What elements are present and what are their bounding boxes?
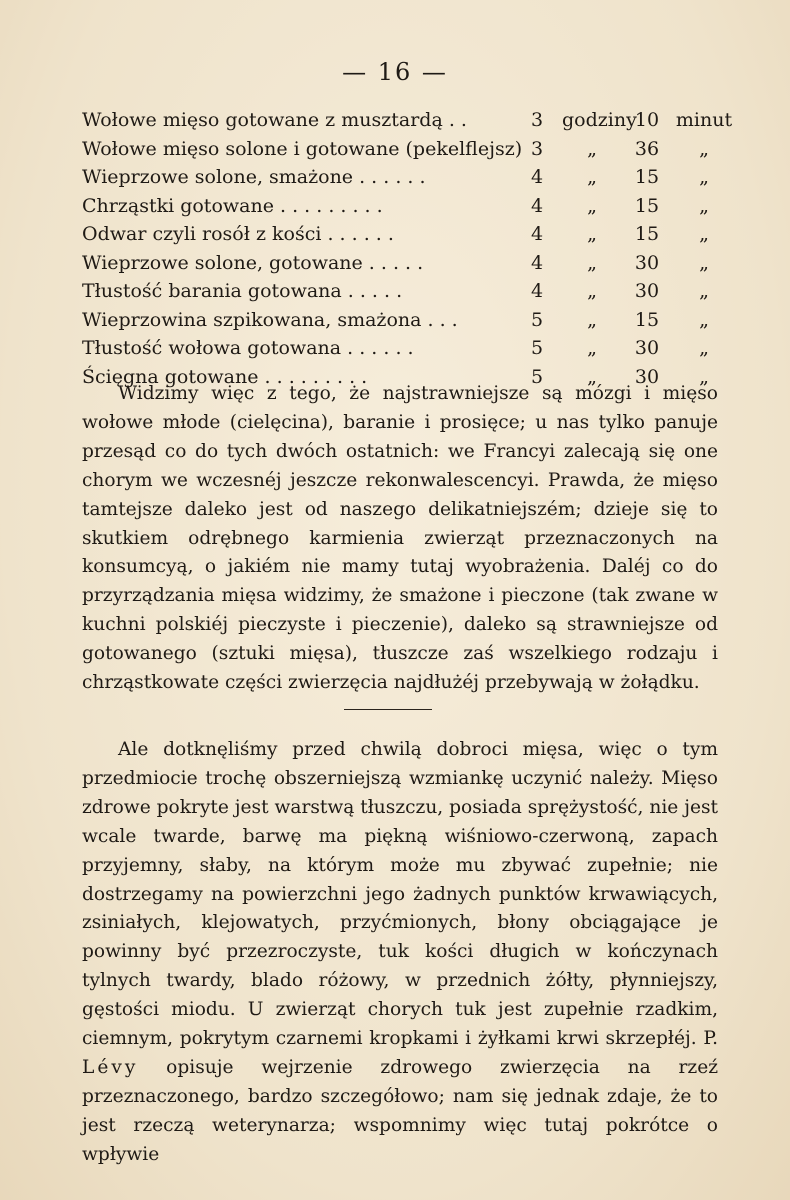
row-hours-unit: „ — [587, 337, 597, 359]
row-minutes: 30 — [634, 251, 660, 274]
row-item: Wieprzowina szpikowana, smażona . . . — [82, 308, 458, 331]
row-hours: 4 — [530, 166, 544, 188]
row-hours: 5 — [530, 337, 544, 359]
row-hours-unit: „ — [587, 166, 597, 188]
row-hours-unit: „ — [587, 280, 597, 302]
row-hours: 5 — [530, 308, 544, 331]
row-minutes: 36 — [634, 137, 660, 160]
table-row — [82, 192, 732, 221]
row-hours: 4 — [530, 223, 544, 245]
table-row — [82, 163, 732, 192]
author-name: Lévy — [82, 1056, 139, 1078]
row-minutes-unit: „ — [699, 223, 709, 245]
row-hours-unit: „ — [587, 137, 597, 160]
row-minutes-unit: minut — [675, 109, 733, 131]
paragraph-meat-quality — [82, 736, 718, 1170]
row-hours-unit: „ — [587, 365, 597, 388]
table-row — [82, 306, 732, 335]
row-item: Wołowe mięso gotowane z musztardą . . — [82, 109, 467, 131]
row-hours-unit: „ — [587, 308, 597, 331]
row-item: Tłustość barania gotowana . . . . . — [82, 280, 403, 302]
row-item: Wieprzowe solone, smażone . . . . . . — [82, 166, 426, 188]
row-minutes-unit: „ — [699, 137, 709, 160]
row-item: Wołowe mięso solone i gotowane (pekelflejsz) — [82, 137, 523, 160]
row-item: Ścięgna gotowane . . . . . . . . . — [82, 365, 368, 388]
table-row — [82, 220, 732, 249]
table-row — [82, 249, 732, 278]
row-item: Odwar czyli rosół z kości . . . . . . — [82, 223, 394, 245]
row-minutes: 30 — [634, 365, 660, 388]
row-item: Chrząstki gotowane . . . . . . . . . — [82, 194, 383, 217]
row-hours: 5 — [530, 365, 544, 388]
row-minutes: 30 — [634, 280, 660, 302]
section-divider — [344, 709, 432, 710]
row-minutes: 15 — [634, 308, 660, 331]
row-minutes-unit: „ — [699, 365, 709, 388]
paragraph-text-part: opisuje wejrzenie zdrowego zwierzęcia na rzeź przeznaczonego, bardzo szczegółowo; nam się jednak zdaje, że to jest rzeczą weterynarza; wspomnimy więc tutaj pokrótce o wpływie — [82, 1056, 718, 1165]
table-row — [82, 135, 732, 164]
paragraph-text-part: Ale dotknęliśmy przed chwilą dobroci mięsa, więc o tym przedmiocie trochę obszerniejszą wzmiankę uczynić należy. Mięso zdrowe pokryte jest warstwą tłuszczu, posiada sprężystość, nie jest wcale twarde, barwę ma piękną wiśniowo-czerwoną, zapach przyjemny, słaby, na którym może mu zbywać zupełnie; nie dostrzegamy na powierzchni jego żadnych punktów krwawiących, zsiniałych, klejowatych, przyćmionych, błony obciągające je powinny być przezroczyste, tuk kości długich w kończynach tylnych twardy, blado różowy, w przednich żółty, płynniejszy, gęstości miodu. U zwierząt chorych tuk jest zupełnie rzadkim, ciemnym, pokrytym czarnemi kropkami i żyłkami krwi skrzepłéj. P. — [82, 739, 718, 1050]
row-minutes-unit: „ — [699, 280, 709, 302]
row-hours: 3 — [530, 109, 544, 131]
row-minutes: 15 — [634, 194, 660, 217]
row-minutes-unit: „ — [699, 166, 709, 188]
digestion-times-table — [82, 106, 732, 391]
row-hours-unit: „ — [587, 194, 597, 217]
row-minutes-unit: „ — [699, 337, 709, 359]
row-minutes: 15 — [634, 166, 660, 188]
page-number: — 16 — — [342, 58, 448, 86]
row-item: Tłustość wołowa gotowana . . . . . . — [82, 337, 414, 359]
row-hours: 4 — [530, 194, 544, 217]
row-minutes: 10 — [634, 109, 660, 131]
table-row — [82, 334, 732, 363]
row-hours: 4 — [530, 251, 544, 274]
row-hours-unit: „ — [587, 251, 597, 274]
table-row — [82, 277, 732, 306]
row-hours: 4 — [530, 280, 544, 302]
row-hours-unit: godziny — [562, 109, 637, 131]
row-minutes-unit: „ — [699, 251, 709, 274]
row-minutes: 30 — [634, 337, 660, 359]
paragraph-conclusion: Widzimy więc z tego, że najstrawniejsze są mózgi i mięso wołowe młode (cielęcina), baranie i prosięce; u nas tylko panuje przesąd co do tych dwóch ostatnich: we Francyi zalecają się one chorym we wczesnéj jeszcze rekonwalescencyi. Prawda, że mięso tamtejsze daleko jest od naszego delikatniejszém; dzieje się to skutkiem odrębnego karmienia zwierząt przeznaczonych na konsumcyą, o jakiém nie mamy tutaj wyobrażenia. Daléj co do przyrządzania mięsa widzimy, że smażone i pieczone (tak zwane w kuchni polskiéj pieczyste i pieczenie), daleko są strawniejsze od gotowanego (sztuki mięsa), tłuszcze zaś wszelkiego rodzaju i chrząstkowate części zwierzęcia najdłużéj przebywają w żołądku. — [82, 383, 718, 694]
row-minutes: 15 — [634, 223, 660, 245]
row-item: Wieprzowe solone, gotowane . . . . . — [82, 251, 424, 274]
table-row — [82, 106, 732, 135]
row-minutes-unit: „ — [699, 308, 709, 331]
row-minutes-unit: „ — [699, 194, 709, 217]
row-hours: 3 — [530, 137, 544, 160]
row-hours-unit: „ — [587, 223, 597, 245]
